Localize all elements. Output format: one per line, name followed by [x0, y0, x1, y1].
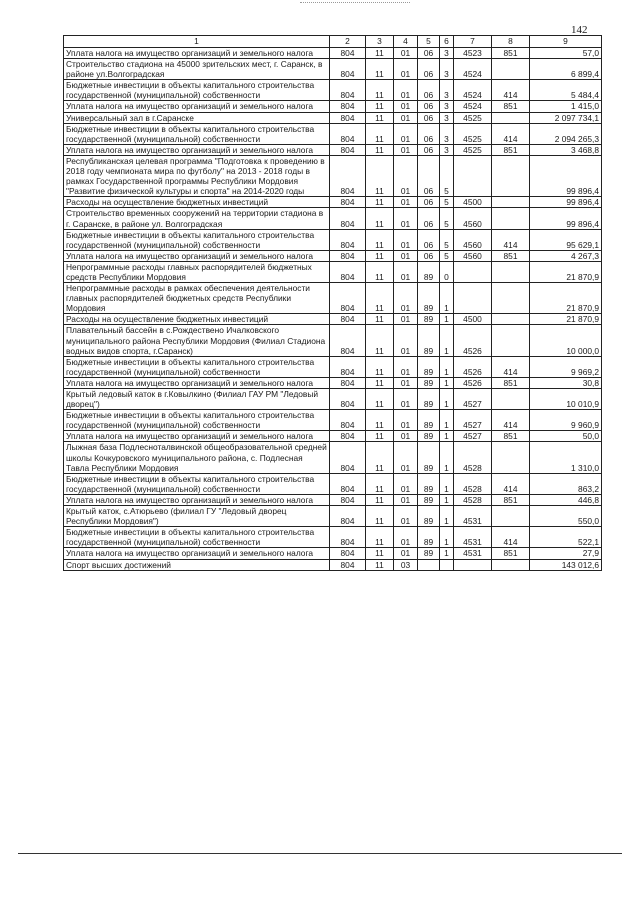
- cell-target-article-code: 4526: [454, 325, 492, 356]
- cell-subsection-code: 01: [394, 261, 418, 282]
- cell-name: Бюджетные инвестиции в объекты капитального строительства государственной (муниципальной) собственности: [64, 229, 330, 250]
- cell-subprogram-code: 5: [440, 197, 454, 208]
- cell-name: Плавательный бассейн в с.Рождествено Ичалковского муниципального района Республики Мордовия (Филиал Стадиона водных видов спорта, г.Саранск): [64, 325, 330, 356]
- cell-target-article-code: 4531: [454, 548, 492, 559]
- cell-subsection-code: 01: [394, 494, 418, 505]
- cell-target-article-code: 4526: [454, 356, 492, 377]
- cell-section-code: 11: [366, 123, 394, 144]
- cell-section-code: 11: [366, 506, 394, 527]
- cell-program-code: 89: [418, 314, 440, 325]
- cell-subsection-code: 01: [394, 197, 418, 208]
- cell-ministry-code: 804: [330, 389, 366, 410]
- table-row: [64, 494, 602, 505]
- cell-name: Расходы на осуществление бюджетных инвестиций: [64, 314, 330, 325]
- cell-expense-type-code: 414: [492, 410, 530, 431]
- table-row: [64, 548, 602, 559]
- cell-name: Бюджетные инвестиции в объекты капитального строительства государственной (муниципальной) собственности: [64, 356, 330, 377]
- cell-section-code: 11: [366, 155, 394, 196]
- cell-amount: 863,2: [530, 473, 602, 494]
- cell-section-code: 11: [366, 261, 394, 282]
- cell-ministry-code: 804: [330, 410, 366, 431]
- cell-subprogram-code: 1: [440, 377, 454, 388]
- table-row: [64, 389, 602, 410]
- cell-target-article-code: 4523: [454, 48, 492, 59]
- cell-section-code: 11: [366, 283, 394, 314]
- cell-name: Бюджетные инвестиции в объекты капитального строительства государственной (муниципальной) собственности: [64, 123, 330, 144]
- table-row: [64, 229, 602, 250]
- cell-subsection-code: 01: [394, 410, 418, 431]
- table-row: [64, 123, 602, 144]
- cell-name: Расходы на осуществление бюджетных инвестиций: [64, 197, 330, 208]
- table-row: [64, 208, 602, 229]
- cell-expense-type-code: 414: [492, 527, 530, 548]
- cell-expense-type-code: [492, 506, 530, 527]
- bottom-rule: [18, 853, 622, 854]
- cell-section-code: 11: [366, 377, 394, 388]
- cell-subprogram-code: 1: [440, 506, 454, 527]
- cell-subsection-code: 01: [394, 48, 418, 59]
- cell-target-article-code: [454, 559, 492, 570]
- cell-expense-type-code: [492, 442, 530, 473]
- cell-subsection-code: 01: [394, 155, 418, 196]
- cell-expense-type-code: [492, 283, 530, 314]
- cell-target-article-code: 4527: [454, 410, 492, 431]
- cell-amount: 1 310,0: [530, 442, 602, 473]
- column-header-ministry: 2: [330, 36, 366, 48]
- cell-expense-type-code: [492, 559, 530, 570]
- cell-subsection-code: 01: [394, 123, 418, 144]
- table-row: [64, 144, 602, 155]
- cell-ministry-code: 804: [330, 80, 366, 101]
- cell-amount: 99 896,4: [530, 197, 602, 208]
- cell-ministry-code: 804: [330, 283, 366, 314]
- cell-name: Уплата налога на имущество организаций и земельного налога: [64, 250, 330, 261]
- cell-target-article-code: 4526: [454, 377, 492, 388]
- cell-ministry-code: 804: [330, 101, 366, 112]
- cell-amount: 99 896,4: [530, 155, 602, 196]
- cell-target-article-code: 4524: [454, 80, 492, 101]
- cell-section-code: 11: [366, 48, 394, 59]
- cell-section-code: 11: [366, 314, 394, 325]
- cell-amount: 2 097 734,1: [530, 112, 602, 123]
- cell-subprogram-code: 5: [440, 250, 454, 261]
- cell-ministry-code: 804: [330, 506, 366, 527]
- cell-name: Уплата налога на имущество организаций и земельного налога: [64, 494, 330, 505]
- cell-subsection-code: 03: [394, 559, 418, 570]
- table-row: [64, 250, 602, 261]
- cell-expense-type-code: 851: [492, 377, 530, 388]
- cell-ministry-code: 804: [330, 325, 366, 356]
- cell-amount: 21 870,9: [530, 314, 602, 325]
- cell-subprogram-code: 1: [440, 410, 454, 431]
- cell-subsection-code: 01: [394, 208, 418, 229]
- table-row: [64, 197, 602, 208]
- cell-subprogram-code: 3: [440, 80, 454, 101]
- cell-program-code: 06: [418, 250, 440, 261]
- cell-program-code: 89: [418, 494, 440, 505]
- cell-ministry-code: 804: [330, 442, 366, 473]
- cell-name: Спорт высших достижений: [64, 559, 330, 570]
- cell-name: Уплата налога на имущество организаций и земельного налога: [64, 377, 330, 388]
- cell-subprogram-code: 1: [440, 356, 454, 377]
- cell-subprogram-code: 1: [440, 442, 454, 473]
- cell-target-article-code: 4527: [454, 389, 492, 410]
- table-row: [64, 155, 602, 196]
- cell-name: Уплата налога на имущество организаций и земельного налога: [64, 548, 330, 559]
- cell-program-code: 06: [418, 229, 440, 250]
- cell-target-article-code: 4528: [454, 442, 492, 473]
- cell-program-code: 89: [418, 389, 440, 410]
- cell-expense-type-code: 414: [492, 356, 530, 377]
- cell-ministry-code: 804: [330, 144, 366, 155]
- cell-subsection-code: 01: [394, 377, 418, 388]
- cell-name: Универсальный зал в г.Саранске: [64, 112, 330, 123]
- cell-program-code: 89: [418, 506, 440, 527]
- cell-subprogram-code: 1: [440, 548, 454, 559]
- cell-name: Уплата налога на имущество организаций и земельного налога: [64, 144, 330, 155]
- cell-expense-type-code: 414: [492, 473, 530, 494]
- cell-expense-type-code: [492, 197, 530, 208]
- cell-name: Строительство стадиона на 45000 зрительских мест, г. Саранск, в районе ул.Волгоградская: [64, 59, 330, 80]
- cell-target-article-code: 4524: [454, 101, 492, 112]
- cell-subprogram-code: 3: [440, 101, 454, 112]
- cell-expense-type-code: 851: [492, 431, 530, 442]
- table-row: [64, 101, 602, 112]
- cell-subprogram-code: 3: [440, 48, 454, 59]
- cell-target-article-code: 4525: [454, 144, 492, 155]
- cell-ministry-code: 804: [330, 314, 366, 325]
- cell-program-code: 06: [418, 59, 440, 80]
- cell-ministry-code: 804: [330, 548, 366, 559]
- cell-amount: 522,1: [530, 527, 602, 548]
- cell-subsection-code: 01: [394, 144, 418, 155]
- cell-program-code: 06: [418, 101, 440, 112]
- cell-name: Крытый ледовый каток в г.Ковылкино (Филиал ГАУ РМ "Ледовый дворец"): [64, 389, 330, 410]
- cell-subsection-code: 01: [394, 431, 418, 442]
- cell-amount: 10 010,9: [530, 389, 602, 410]
- cell-subsection-code: 01: [394, 101, 418, 112]
- cell-subsection-code: 01: [394, 389, 418, 410]
- cell-name: Бюджетные инвестиции в объекты капитального строительства государственной (муниципальной) собственности: [64, 527, 330, 548]
- cell-subsection-code: 01: [394, 527, 418, 548]
- cell-program-code: 06: [418, 48, 440, 59]
- cell-name: Бюджетные инвестиции в объекты капитального строительства государственной (муниципальной) собственности: [64, 473, 330, 494]
- cell-amount: 4 267,3: [530, 250, 602, 261]
- cell-subprogram-code: 1: [440, 527, 454, 548]
- cell-ministry-code: 804: [330, 494, 366, 505]
- cell-amount: 143 012,6: [530, 559, 602, 570]
- cell-name: Республиканская целевая программа "Подготовка к проведению в 2018 году чемпионата мира по футболу" на 2013 - 2018 годы в рамках Государственной программы Республики Мордовия "Развитие физической культуры и спорта" на 2014-2020 годы: [64, 155, 330, 196]
- cell-amount: 95 629,1: [530, 229, 602, 250]
- cell-name: Крытый каток, с.Атюрьево (филиал ГУ "Ледовый дворец Республики Мордовия"): [64, 506, 330, 527]
- cell-amount: 2 094 265,3: [530, 123, 602, 144]
- cell-subsection-code: 01: [394, 80, 418, 101]
- cell-target-article-code: 4560: [454, 250, 492, 261]
- cell-section-code: 11: [366, 473, 394, 494]
- cell-ministry-code: 804: [330, 123, 366, 144]
- table-row: [64, 527, 602, 548]
- cell-ministry-code: 804: [330, 59, 366, 80]
- cell-subprogram-code: 3: [440, 123, 454, 144]
- table-row: [64, 431, 602, 442]
- cell-target-article-code: 4525: [454, 123, 492, 144]
- cell-ministry-code: 804: [330, 197, 366, 208]
- column-header-target-article: 7: [454, 36, 492, 48]
- cell-section-code: 11: [366, 144, 394, 155]
- table-row: [64, 442, 602, 473]
- cell-section-code: 11: [366, 250, 394, 261]
- cell-amount: 99 896,4: [530, 208, 602, 229]
- cell-subsection-code: 01: [394, 325, 418, 356]
- cell-target-article-code: 4524: [454, 59, 492, 80]
- cell-subsection-code: 01: [394, 548, 418, 559]
- cell-expense-type-code: [492, 59, 530, 80]
- cell-name: Уплата налога на имущество организаций и земельного налога: [64, 101, 330, 112]
- cell-expense-type-code: 851: [492, 548, 530, 559]
- cell-section-code: 11: [366, 559, 394, 570]
- cell-subsection-code: 01: [394, 112, 418, 123]
- cell-section-code: 11: [366, 389, 394, 410]
- cell-ministry-code: 804: [330, 431, 366, 442]
- cell-expense-type-code: 851: [492, 48, 530, 59]
- table-row: [64, 59, 602, 80]
- cell-program-code: 89: [418, 410, 440, 431]
- cell-program-code: 89: [418, 548, 440, 559]
- cell-subsection-code: 01: [394, 229, 418, 250]
- cell-program-code: 89: [418, 377, 440, 388]
- cell-expense-type-code: 414: [492, 123, 530, 144]
- column-header-section: 3: [366, 36, 394, 48]
- cell-ministry-code: 804: [330, 261, 366, 282]
- column-header-subsection: 4: [394, 36, 418, 48]
- cell-subprogram-code: 1: [440, 283, 454, 314]
- table-row: [64, 410, 602, 431]
- cell-subprogram-code: 1: [440, 325, 454, 356]
- cell-name: Бюджетные инвестиции в объекты капитального строительства государственной (муниципальной) собственности: [64, 410, 330, 431]
- table-row: [64, 80, 602, 101]
- cell-target-article-code: 4525: [454, 112, 492, 123]
- cell-program-code: 06: [418, 144, 440, 155]
- cell-name: Лыжная база Подлесноталвинской общеобразовательной средней школы Кочкуровского муниципального района, с. Подлесная Тавла Республики Мордовия: [64, 442, 330, 473]
- cell-name: Уплата налога на имущество организаций и земельного налога: [64, 48, 330, 59]
- cell-program-code: 06: [418, 208, 440, 229]
- cell-ministry-code: 804: [330, 473, 366, 494]
- cell-expense-type-code: 851: [492, 101, 530, 112]
- cell-target-article-code: 4528: [454, 473, 492, 494]
- cell-ministry-code: 804: [330, 155, 366, 196]
- cell-target-article-code: 4500: [454, 314, 492, 325]
- cell-section-code: 11: [366, 410, 394, 431]
- cell-ministry-code: 804: [330, 229, 366, 250]
- column-header-expense-type: 8: [492, 36, 530, 48]
- table-row: [64, 48, 602, 59]
- cell-amount: 21 870,9: [530, 261, 602, 282]
- cell-section-code: 11: [366, 442, 394, 473]
- cell-target-article-code: 4528: [454, 494, 492, 505]
- cell-subsection-code: 01: [394, 59, 418, 80]
- table-row: [64, 325, 602, 356]
- budget-table: [63, 35, 602, 571]
- cell-subsection-code: 01: [394, 250, 418, 261]
- cell-ministry-code: 804: [330, 250, 366, 261]
- cell-subprogram-code: 3: [440, 144, 454, 155]
- cell-target-article-code: [454, 261, 492, 282]
- table-row: [64, 356, 602, 377]
- cell-subprogram-code: 5: [440, 229, 454, 250]
- cell-target-article-code: 4560: [454, 229, 492, 250]
- cell-expense-type-code: [492, 314, 530, 325]
- cell-ministry-code: 804: [330, 208, 366, 229]
- cell-amount: 3 468,8: [530, 144, 602, 155]
- cell-expense-type-code: [492, 389, 530, 410]
- cell-expense-type-code: [492, 208, 530, 229]
- cell-program-code: 06: [418, 123, 440, 144]
- cell-program-code: 89: [418, 261, 440, 282]
- cell-amount: 9 969,2: [530, 356, 602, 377]
- cell-target-article-code: [454, 283, 492, 314]
- cell-amount: 21 870,9: [530, 283, 602, 314]
- cell-expense-type-code: 414: [492, 229, 530, 250]
- cell-target-article-code: 4500: [454, 197, 492, 208]
- cell-program-code: 89: [418, 283, 440, 314]
- cell-amount: 27,9: [530, 548, 602, 559]
- cell-expense-type-code: 414: [492, 80, 530, 101]
- table-row: [64, 377, 602, 388]
- cell-program-code: 89: [418, 442, 440, 473]
- cell-amount: 30,8: [530, 377, 602, 388]
- table-row: [64, 261, 602, 282]
- column-header-amount: 9: [530, 36, 602, 48]
- cell-subsection-code: 01: [394, 442, 418, 473]
- cell-expense-type-code: [492, 261, 530, 282]
- cell-expense-type-code: 851: [492, 494, 530, 505]
- table-row: [64, 283, 602, 314]
- cell-program-code: 06: [418, 80, 440, 101]
- cell-ministry-code: 804: [330, 377, 366, 388]
- cell-name: Уплата налога на имущество организаций и земельного налога: [64, 431, 330, 442]
- page-number: 142: [571, 24, 588, 36]
- cell-section-code: 11: [366, 112, 394, 123]
- cell-subprogram-code: 1: [440, 473, 454, 494]
- cell-program-code: 89: [418, 431, 440, 442]
- cell-subprogram-code: 3: [440, 112, 454, 123]
- cell-expense-type-code: 851: [492, 144, 530, 155]
- cell-amount: 57,0: [530, 48, 602, 59]
- column-header-subprogram: 6: [440, 36, 454, 48]
- cell-section-code: 11: [366, 431, 394, 442]
- cell-subprogram-code: 5: [440, 155, 454, 196]
- cell-ministry-code: 804: [330, 48, 366, 59]
- cell-target-article-code: [454, 155, 492, 196]
- cell-name: Строительство временных сооружений на территории стадиона в г. Саранске, в районе ул. Волгоградская: [64, 208, 330, 229]
- cell-subsection-code: 01: [394, 473, 418, 494]
- column-header-program: 5: [418, 36, 440, 48]
- cell-amount: 5 484,4: [530, 80, 602, 101]
- cell-program-code: 89: [418, 325, 440, 356]
- cell-ministry-code: 804: [330, 559, 366, 570]
- cell-name: Непрограммные расходы главных распорядителей бюджетных средств Республики Мордовия: [64, 261, 330, 282]
- cell-program-code: 06: [418, 197, 440, 208]
- cell-target-article-code: 4527: [454, 431, 492, 442]
- cell-subsection-code: 01: [394, 356, 418, 377]
- cell-section-code: 11: [366, 80, 394, 101]
- cell-target-article-code: 4560: [454, 208, 492, 229]
- cell-subsection-code: 01: [394, 283, 418, 314]
- table-row: [64, 112, 602, 123]
- cell-section-code: 11: [366, 548, 394, 559]
- cell-program-code: 89: [418, 527, 440, 548]
- cell-program-code: 06: [418, 112, 440, 123]
- cell-subprogram-code: 5: [440, 208, 454, 229]
- cell-subprogram-code: 1: [440, 314, 454, 325]
- cell-amount: 1 415,0: [530, 101, 602, 112]
- cell-subprogram-code: [440, 559, 454, 570]
- table-row: [64, 559, 602, 570]
- cell-section-code: 11: [366, 229, 394, 250]
- cell-name: Бюджетные инвестиции в объекты капитального строительства государственной (муниципальной) собственности: [64, 80, 330, 101]
- table-row: [64, 314, 602, 325]
- cell-target-article-code: 4531: [454, 527, 492, 548]
- table-row: [64, 473, 602, 494]
- cell-amount: 9 960,9: [530, 410, 602, 431]
- cell-section-code: 11: [366, 325, 394, 356]
- column-header-row: [64, 36, 602, 48]
- column-header-name: 1: [64, 36, 330, 48]
- cell-subprogram-code: 1: [440, 494, 454, 505]
- cell-subprogram-code: 1: [440, 431, 454, 442]
- cell-amount: 6 899,4: [530, 59, 602, 80]
- cell-subprogram-code: 3: [440, 59, 454, 80]
- cell-section-code: 11: [366, 208, 394, 229]
- cell-expense-type-code: 851: [492, 250, 530, 261]
- cell-section-code: 11: [366, 356, 394, 377]
- cell-section-code: 11: [366, 527, 394, 548]
- cell-program-code: 89: [418, 356, 440, 377]
- cell-section-code: 11: [366, 59, 394, 80]
- cell-ministry-code: 804: [330, 527, 366, 548]
- cell-expense-type-code: [492, 155, 530, 196]
- cell-subprogram-code: 1: [440, 389, 454, 410]
- cell-program-code: 89: [418, 473, 440, 494]
- cell-amount: 50,0: [530, 431, 602, 442]
- cell-amount: 550,0: [530, 506, 602, 527]
- cell-ministry-code: 804: [330, 356, 366, 377]
- cell-ministry-code: 804: [330, 112, 366, 123]
- cell-expense-type-code: [492, 112, 530, 123]
- cell-target-article-code: 4531: [454, 506, 492, 527]
- cell-section-code: 11: [366, 494, 394, 505]
- cell-subprogram-code: 0: [440, 261, 454, 282]
- cell-program-code: 06: [418, 155, 440, 196]
- table-row: [64, 506, 602, 527]
- cell-section-code: 11: [366, 197, 394, 208]
- cell-subsection-code: 01: [394, 314, 418, 325]
- cell-subsection-code: 01: [394, 506, 418, 527]
- cell-amount: 10 000,0: [530, 325, 602, 356]
- cell-amount: 446,8: [530, 494, 602, 505]
- cell-section-code: 11: [366, 101, 394, 112]
- cell-expense-type-code: [492, 325, 530, 356]
- scan-artifact: [300, 2, 410, 7]
- cell-name: Непрограммные расходы в рамках обеспечения деятельности главных распорядителей бюджетных средств Республики Мордовия: [64, 283, 330, 314]
- cell-program-code: [418, 559, 440, 570]
